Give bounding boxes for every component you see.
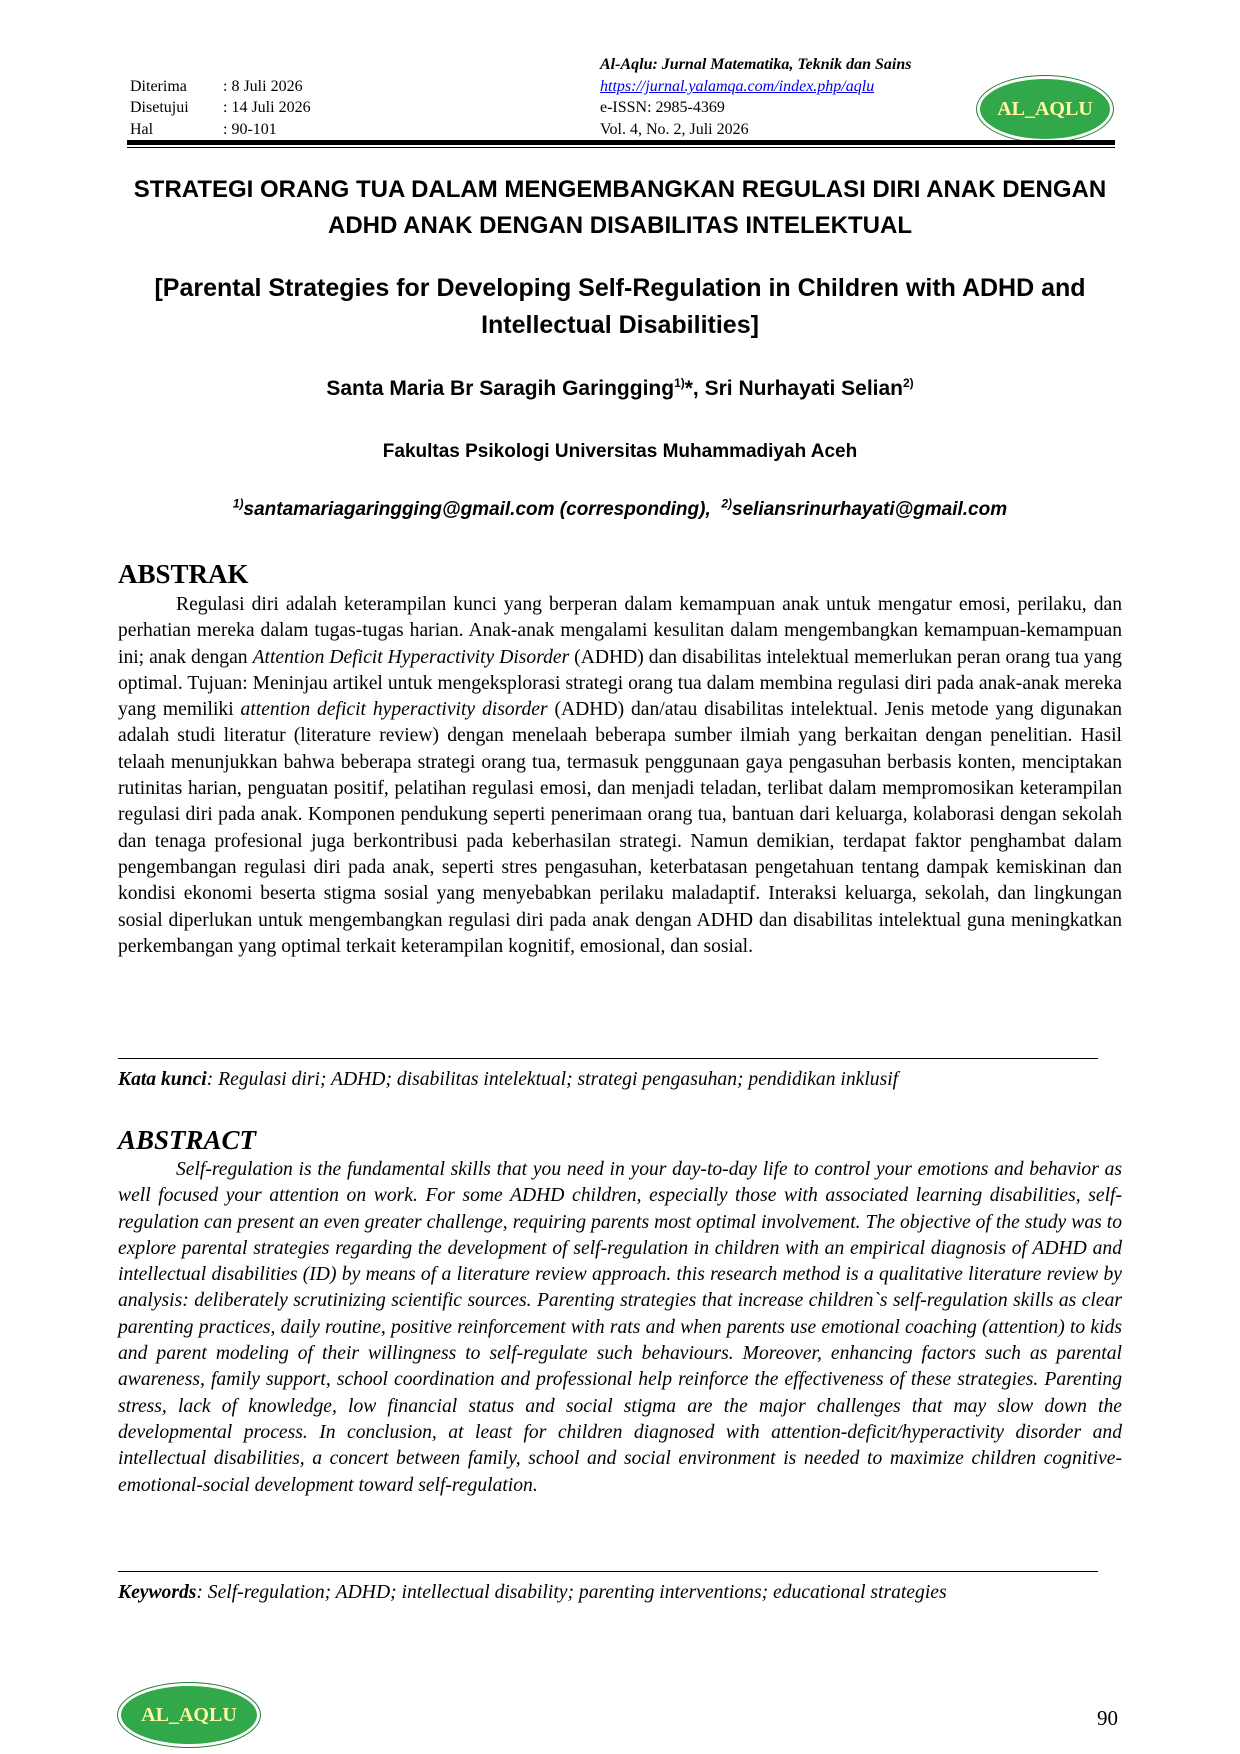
volume-issue: Vol. 4, No. 2, Juli 2026 xyxy=(600,121,749,138)
author-1: Santa Maria Br Saragih Garingging xyxy=(326,377,675,400)
title-english-line1: [Parental Strategies for Developing Self-Regulation in Children with ADHD and xyxy=(154,274,1086,302)
keywords-list: : Self-regulation; ADHD; intellectual disability; parenting interventions; educational strategies xyxy=(196,1582,947,1603)
author-1-mark: 1) xyxy=(674,376,685,390)
email-1: santamariagaringging@gmail.com (corresponding), xyxy=(243,499,711,520)
author-2: Sri Nurhayati Selian xyxy=(704,377,903,400)
journal-name: Al-Aqlu: Jurnal Matematika, Teknik dan Sains xyxy=(600,56,912,73)
abstrak-text-2: (ADHD) dan disabilitas intelektual memerlukan peran orang tua yang optimal. Tujuan: Meninjau artikel untuk mengeksplorasi strategi orang tua dalam membina regulasi diri pada anak-anak mereka yang memiliki xyxy=(118,646,1122,721)
kata-kunci xyxy=(118,1067,898,1093)
affiliation: Fakultas Psikologi Universitas Muhammadiyah Aceh xyxy=(382,441,858,462)
footer-logo xyxy=(118,1683,260,1747)
accepted-row xyxy=(130,98,311,118)
abstrak-text-3: (ADHD) dan/atau disabilitas intelektual. Jenis metode yang digunakan adalah studi literatur (literature review) dengan menelaah beberapa sumber ilmiah yang berkaitan dengan penelitian. Hasil telaah menunjukkan bahwa beberapa strategi orang tua, termasuk penggunaan gaya pengasuhan berbasis konten, menciptakan rutinitas harian, penguatan positif, pelatihan regulasi emosi, dan menjadi teladan, terlibat dalam mempromosikan keterampilan regulasi diri pada anak. Komponen pendukung seperti penerimaan orang tua, bantuan dari keluarga, kolaborasi dengan sekolah dan tenaga profesional juga berkontribusi pada keberhasilan strategi. Namun demikian, terdapat faktor penghambat dalam pengembangan regulasi diri pada anak, seperti stres pengasuhan, keterbatasan pengetahuan tentang dampak kemiskinan dan kondisi ekonomi beserta stigma sosial yang menyebabkan perilaku maladaptif. Interaksi keluarga, sekolah, dan lingkungan sosial diperlukan untuk mengembangkan regulasi diri pada anak dengan ADHD dan disabilitas intelektual guna meningkatkan perkembangan yang optimal terkait keterampilan kognitif, emosional, dan sosial. xyxy=(118,699,1123,957)
authors xyxy=(100,374,1140,404)
email-2: seliansrinurhayati@gmail.com xyxy=(732,499,1008,520)
abstrak-heading: ABSTRAK xyxy=(118,559,249,589)
abstract-body: Self-regulation is the fundamental skills that you need in your day-to-day life to control your emotions and behavior as well focused your attention on work. For some ADHD children, especially those with associated learning disabilities, self-regulation can present an even greater challenge, requiring parents most optimal involvement. The objective of the study was to explore parental strategies regarding the development of self-regulation in children with an empirical diagnosis of ADHD and intellectual disabilities (ID) by means of a literature review approach. this research method is a qualitative literature review by analysis: deliberately scrutinizing scientific sources. Parenting strategies that increase children`s self-regulation skills as clear parenting practices, daily routine, positive reinforcement with rats and when parents use emotional coaching (attention) to kids and parent modeling of their willingness to self-regulate such behaviours. Moreover, enhancing factors such as parental awareness, family support, school coordination and professional help reinforce the effectiveness of these strategies. Parenting stress, lack of knowledge, low financial status and social stigma are the major challenges that may slow down the developmental process. In conclusion, at least for children diagnosed with attention-deficit/hyperactivity disorder and intellectual disabilities, a concert between family, school and social environment is needed to maximize children cognitive-emotional-social development toward self-regulation. xyxy=(118,1159,1122,1496)
abstrak-body xyxy=(118,592,1122,960)
footer-logo-text: AL_AQLU xyxy=(141,1703,237,1726)
issn: e-ISSN: 2985-4369 xyxy=(600,99,725,116)
accepted-label: Disetujui xyxy=(130,99,189,116)
email-1-mark: 1) xyxy=(232,496,244,511)
abstract-heading: ABSTRACT xyxy=(118,1125,257,1155)
header-rule-thick xyxy=(127,140,1115,145)
author-2-mark: 2) xyxy=(903,376,914,390)
header-rule-thin xyxy=(127,147,1115,148)
abstrak-separator xyxy=(118,1058,1098,1059)
title-indonesian-line2: ADHD ANAK DENGAN DISABILITAS INTELEKTUAL xyxy=(328,212,912,239)
kata-kunci-list: : Regulasi diri; ADHD; disabilitas intelektual; strategi pengasuhan; pendidikan inklusif xyxy=(206,1069,899,1090)
received-date: : 8 Juli 2026 xyxy=(223,78,303,95)
abstrak-text-1: Regulasi diri adalah keterampilan kunci yang berperan dalam kemampuan anak untuk mengatur emosi, perilaku, dan perhatian mereka dalam tugas-tugas harian. Anak-anak mengalami kesulitan dalam mengembangkan kemampuan-kemampuan ini; anak dengan xyxy=(118,594,1122,668)
title-indonesian xyxy=(100,172,1140,244)
pages-label: Hal xyxy=(130,121,154,138)
title-english xyxy=(100,270,1140,344)
journal-url-link[interactable]: https://jurnal.yalamqa.com/index.php/aqlu xyxy=(600,78,875,95)
received-row xyxy=(130,77,303,97)
page-number: 90 xyxy=(1097,1706,1118,1730)
accepted-date: : 14 Juli 2026 xyxy=(223,99,311,116)
emails xyxy=(100,497,1140,523)
received-label: Diterima xyxy=(130,78,187,95)
title-english-line2: Intellectual Disabilities] xyxy=(481,311,759,339)
abstrak-term-2: attention deficit hyperactivity disorder xyxy=(240,699,548,721)
abstract-separator xyxy=(118,1571,1098,1572)
title-indonesian-line1: STRATEGI ORANG TUA DALAM MENGEMBANGKAN REGULASI DIRI ANAK DENGAN xyxy=(133,176,1107,203)
pages-row xyxy=(130,120,277,140)
pages-range: : 90-101 xyxy=(223,121,277,138)
keywords xyxy=(118,1580,947,1606)
corresponding-star: *, xyxy=(684,377,705,400)
journal-logo xyxy=(977,76,1113,142)
abstrak-term-1: Attention Deficit Hyperactivity Disorder xyxy=(252,646,570,668)
email-2-mark: 2) xyxy=(721,496,732,511)
journal-logo-text: AL_AQLU xyxy=(997,97,1093,120)
kata-kunci-label: Kata kunci xyxy=(118,1069,207,1090)
keywords-label: Keywords xyxy=(118,1582,197,1603)
